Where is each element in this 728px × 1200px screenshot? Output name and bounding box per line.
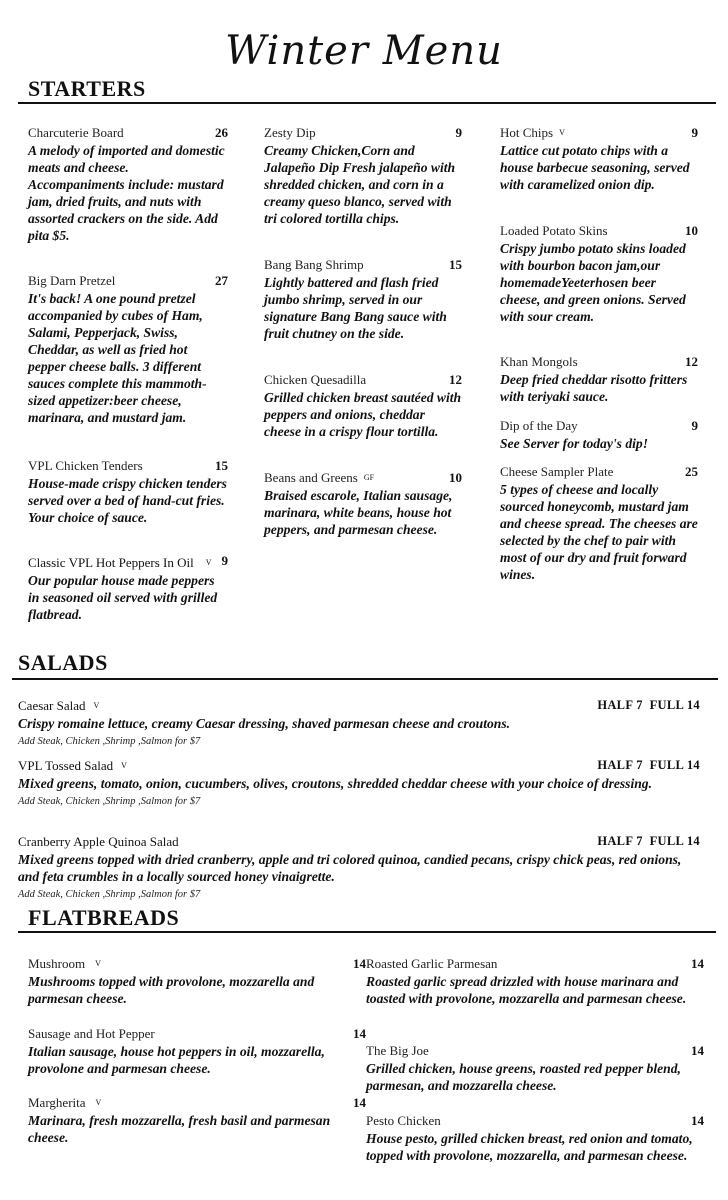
dietary-tag: V xyxy=(559,128,565,137)
menu-item xyxy=(28,1094,366,1146)
item-name: Mushroom xyxy=(28,956,86,971)
item-price: 26 xyxy=(215,125,228,140)
item-name: Charcuterie Board xyxy=(28,125,124,140)
item-price: 14 xyxy=(691,1113,704,1128)
add-on-note: Add Steak, Chicken ,Shrimp ,Salmon for $7 xyxy=(18,736,201,747)
item-price: 15 xyxy=(215,458,228,473)
item-name: Margherita xyxy=(28,1095,86,1110)
item-name: Chicken Quesadilla xyxy=(264,372,367,387)
item-price: 10 xyxy=(685,223,698,238)
item-price: 14 xyxy=(691,1043,704,1058)
item-description: Crispy romaine lettuce, creamy Caesar dressing, shaved parmesan cheese and croutons. xyxy=(18,716,511,731)
dietary-tag: V xyxy=(205,558,212,567)
section-heading-flatbreads: FLATBREADS xyxy=(28,905,180,930)
menu-item xyxy=(264,256,462,342)
item-name: Beans and Greens xyxy=(264,470,358,485)
item-price: 14 xyxy=(353,1095,366,1110)
salads-divider xyxy=(12,678,718,680)
menu-item xyxy=(500,417,698,452)
item-name: Caesar Salad xyxy=(18,698,86,713)
dietary-tag: V xyxy=(121,761,127,770)
item-name: Cheese Sampler Plate xyxy=(500,464,614,479)
item-price: 14 xyxy=(353,1026,366,1041)
item-name: VPL Chicken Tenders xyxy=(28,458,143,473)
item-name: Pesto Chicken xyxy=(366,1113,441,1128)
item-description: Italian sausage, house hot peppers in oil, mozzarella, provolone and parmesan cheese. xyxy=(28,1044,325,1076)
menu-item xyxy=(28,1025,366,1077)
item-price: HALF 7 FULL 14 xyxy=(597,698,700,712)
item-description: Deep fried cheddar risotto fritters with teriyaki sauce. xyxy=(500,372,688,404)
item-price: 14 xyxy=(353,956,366,971)
item-price: 10 xyxy=(449,470,462,485)
menu-item xyxy=(500,463,698,583)
item-description: House-made crispy chicken tenders served over a bed of hand-cut fries. Your choice of sauce. xyxy=(28,476,227,525)
item-name: Hot Chips xyxy=(500,125,554,140)
item-price: 27 xyxy=(215,273,228,288)
starters-divider xyxy=(18,102,716,104)
menu-item xyxy=(500,124,698,193)
item-description: Roasted garlic spread drizzled with house marinara and toasted with provolone, mozzarella and parmesan cheese. xyxy=(366,974,687,1006)
item-name: The Big Joe xyxy=(366,1043,429,1058)
item-description: Lightly battered and flash fried jumbo shrimp, served in our signature Bang Bang sauce with fruit chutney on the side. xyxy=(264,275,447,341)
item-description: See Server for today's dip! xyxy=(500,436,649,451)
menu-item xyxy=(28,124,228,244)
dietary-tag: V xyxy=(95,1098,102,1107)
item-name: VPL Tossed Salad xyxy=(18,758,114,773)
item-description: A melody of imported and domestic meats and cheese. Accompaniments include: mustard jam, dried fruits, and nuts with assorted crackers on the side. Add pita $5. xyxy=(28,143,225,243)
item-description: Crispy jumbo potato skins loaded with bourbon bacon jam,our homemadeYeeterhosen beer cheese, and green onions. Served with sour cream. xyxy=(500,241,686,324)
item-description: Our popular house made peppers in seasoned oil served with grilled flatbread. xyxy=(28,573,218,622)
item-name: Cranberry Apple Quinoa Salad xyxy=(18,834,179,849)
menu-item xyxy=(28,272,228,426)
menu-item xyxy=(500,222,698,325)
item-description: Creamy Chicken,Corn and Jalapeño Dip Fresh jalapeño with shredded chicken, and corn in a creamy queso blanco, served with tri colored tortilla chips. xyxy=(264,143,456,226)
item-price: HALF 7 FULL 14 xyxy=(597,758,700,772)
item-description: It's back! A one pound pretzel accompanied by cubes of Ham, Salami, Pepperjack, Swiss, Cheddar, as well as fried hot pepper cheese balls. 3 different sauces complete this mammoth-sized appetizer:beer cheese, marinara, and mustard jam. xyxy=(28,291,207,425)
item-description: 5 types of cheese and locally sourced honeycomb, mustard jam and cheese spread. The cheeses are selected by the chef to pair with most of our dry and fruit forward wines. xyxy=(500,482,698,582)
salad-item xyxy=(18,757,700,810)
item-price: 12 xyxy=(449,372,462,387)
item-description: Mixed greens, tomato, onion, cucumbers, olives, croutons, shredded cheddar cheese with your choice of dressing. xyxy=(18,776,653,791)
item-name: Bang Bang Shrimp xyxy=(264,257,364,272)
item-name: Zesty Dip xyxy=(264,125,316,140)
item-name: Dip of the Day xyxy=(500,418,578,433)
menu-item xyxy=(28,955,366,1007)
item-description: House pesto, grilled chicken breast, red onion and tomato, topped with provolone, mozzarella, and parmesan cheese. xyxy=(366,1131,693,1163)
item-price: 9 xyxy=(691,418,698,433)
add-on-note: Add Steak, Chicken ,Shrimp ,Salmon for $7 xyxy=(18,796,201,807)
flatbreads-divider xyxy=(18,931,716,933)
item-description: Braised escarole, Italian sausage, marinara, white beans, house hot peppers, and parmesan cheese. xyxy=(264,488,453,537)
item-price: 9 xyxy=(221,553,228,568)
menu-item xyxy=(264,124,462,227)
salad-item xyxy=(18,697,700,750)
item-description: Mixed greens topped with dried cranberry, apple and tri colored quinoa, candied pecans, crispy chick peas, red onions, and feta crumbles in a locally sourced honey vinaigrette. xyxy=(18,852,682,884)
item-description: Grilled chicken breast sautéed with peppers and onions, cheddar cheese in a crispy flour tortilla. xyxy=(264,390,462,439)
menu-item xyxy=(366,955,704,1007)
item-description: Marinara, fresh mozzarella, fresh basil and parmesan cheese. xyxy=(28,1113,331,1145)
dietary-tag: V xyxy=(93,701,100,710)
item-price: 25 xyxy=(685,464,698,479)
menu-item xyxy=(264,469,462,538)
section-heading-salads: SALADS xyxy=(18,650,108,675)
menu-title: Winter Menu xyxy=(225,28,503,74)
item-name: Big Darn Pretzel xyxy=(28,273,116,288)
item-description: Lattice cut potato chips with a house barbecue seasoning, served with caramelized onion dip. xyxy=(500,143,690,192)
item-name: Loaded Potato Skins xyxy=(500,223,608,238)
menu-item xyxy=(28,457,228,526)
add-on-note: Add Steak, Chicken ,Shrimp ,Salmon for $7 xyxy=(18,889,201,900)
item-name: Roasted Garlic Parmesan xyxy=(366,956,498,971)
menu-item xyxy=(264,371,462,440)
salad-item xyxy=(18,833,700,903)
item-price: 14 xyxy=(691,956,704,971)
item-price: 12 xyxy=(685,354,698,369)
dietary-tag: V xyxy=(95,959,101,968)
menu-item xyxy=(366,1042,704,1094)
item-price: 15 xyxy=(449,257,462,272)
item-price: 9 xyxy=(455,125,462,140)
item-name: Sausage and Hot Pepper xyxy=(28,1026,155,1041)
item-description: Grilled chicken, house greens, roasted red pepper blend, parmesan, and mozzarella cheese. xyxy=(366,1061,681,1093)
menu-item xyxy=(366,1112,704,1164)
section-heading-starters: STARTERS xyxy=(28,76,146,101)
item-name: Khan Mongols xyxy=(500,354,578,369)
item-description: Mushrooms topped with provolone, mozzarella and parmesan cheese. xyxy=(28,974,315,1006)
item-price: HALF 7 FULL 14 xyxy=(597,834,700,848)
menu-item xyxy=(28,554,228,623)
item-name: Classic VPL Hot Peppers In Oil xyxy=(28,555,194,570)
menu-item xyxy=(500,353,698,405)
dietary-tag: GF xyxy=(363,473,375,482)
item-price: 9 xyxy=(691,125,698,140)
